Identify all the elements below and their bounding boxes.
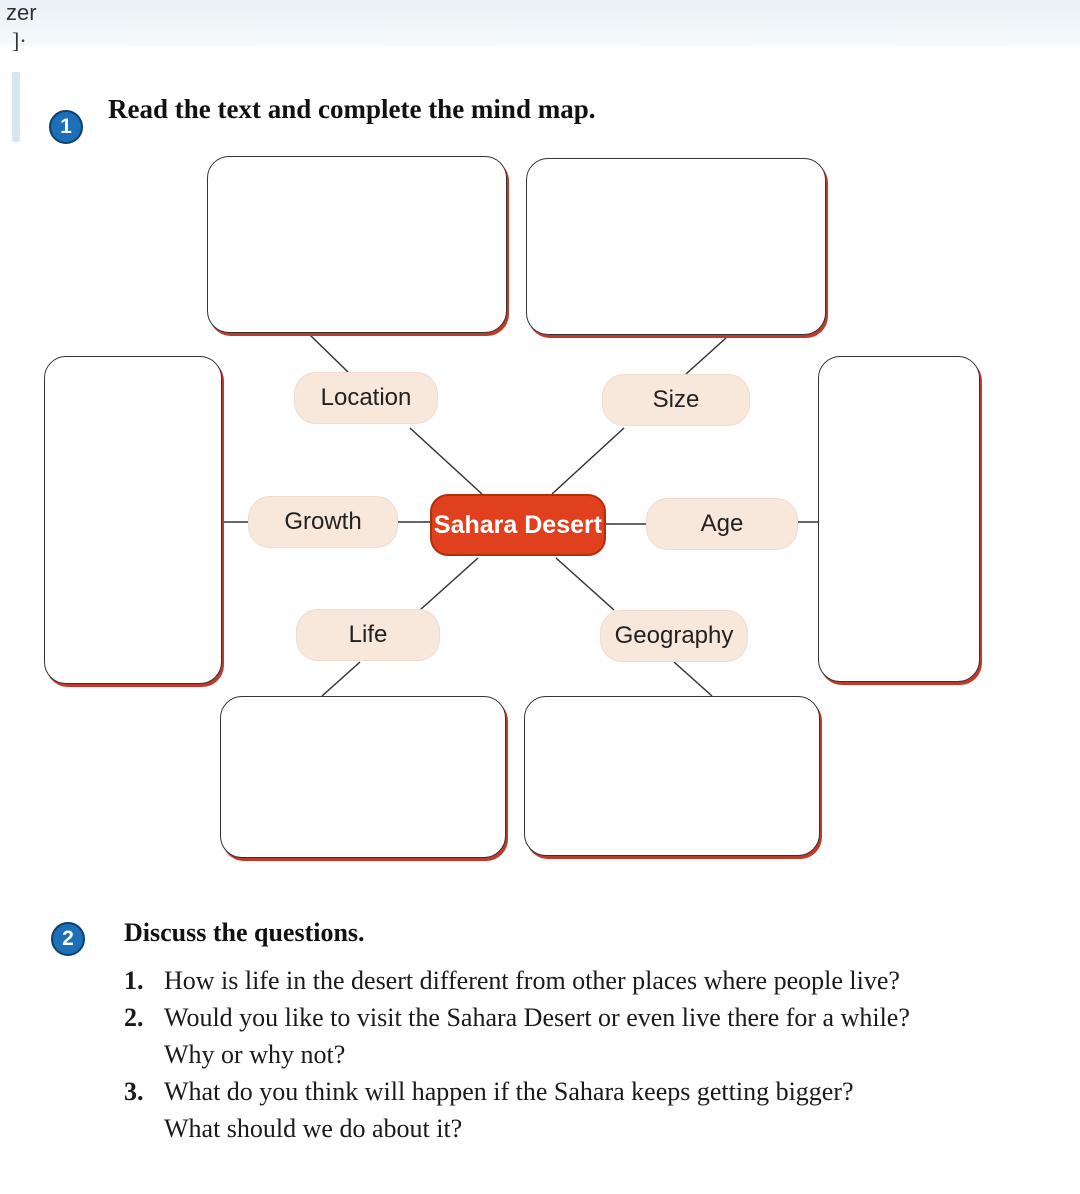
- connector-life-center: [420, 558, 478, 610]
- node-location: Location: [294, 372, 438, 424]
- question-number: 1.: [124, 966, 144, 995]
- question-item: [122, 962, 1022, 999]
- connector-life-box: [322, 662, 360, 696]
- answer-box-life[interactable]: [220, 696, 506, 858]
- connector-location-box: [310, 335, 348, 372]
- node-growth: Growth: [248, 496, 398, 548]
- question-text-line2: Why or why not?: [164, 1040, 346, 1069]
- margin-fragment-2: ]·: [12, 28, 27, 53]
- question-number: 2.: [124, 1003, 144, 1032]
- exercise-2-badge: 2: [51, 922, 85, 956]
- answer-box-growth[interactable]: [44, 356, 222, 684]
- node-geography: Geography: [600, 610, 748, 662]
- question-number: 3.: [124, 1077, 144, 1106]
- connector-size-center: [552, 428, 624, 494]
- question-text: Would you like to visit the Sahara Desert or even live there for a while?: [164, 1003, 910, 1032]
- question-item: [122, 1073, 1022, 1147]
- answer-box-location[interactable]: [207, 156, 507, 333]
- node-life: Life: [296, 609, 440, 661]
- question-text-line2: What should we do about it?: [164, 1114, 463, 1143]
- exercise-1-badge: 1: [49, 110, 83, 144]
- question-text: How is life in the desert different from other places where people live?: [164, 966, 900, 995]
- connector-size-box: [686, 338, 726, 374]
- node-size: Size: [602, 374, 750, 426]
- node-age: Age: [646, 498, 798, 550]
- exercise-2-instruction: Discuss the questions.: [124, 918, 365, 947]
- connector-geography-center: [556, 558, 614, 610]
- answer-box-age[interactable]: [818, 356, 980, 682]
- connector-location-center: [410, 428, 482, 494]
- mind-map-center: Sahara Desert: [430, 494, 606, 556]
- answer-box-size[interactable]: [526, 158, 826, 335]
- answer-box-geography[interactable]: [524, 696, 820, 856]
- question-list: [122, 962, 1022, 1147]
- question-item: [122, 999, 1022, 1073]
- connector-geography-box: [674, 662, 712, 696]
- exercise-1-instruction: Read the text and complete the mind map.: [108, 94, 596, 124]
- question-text: What do you think will happen if the Sahara keeps getting bigger?: [164, 1077, 854, 1106]
- margin-fragment: zer: [6, 0, 37, 25]
